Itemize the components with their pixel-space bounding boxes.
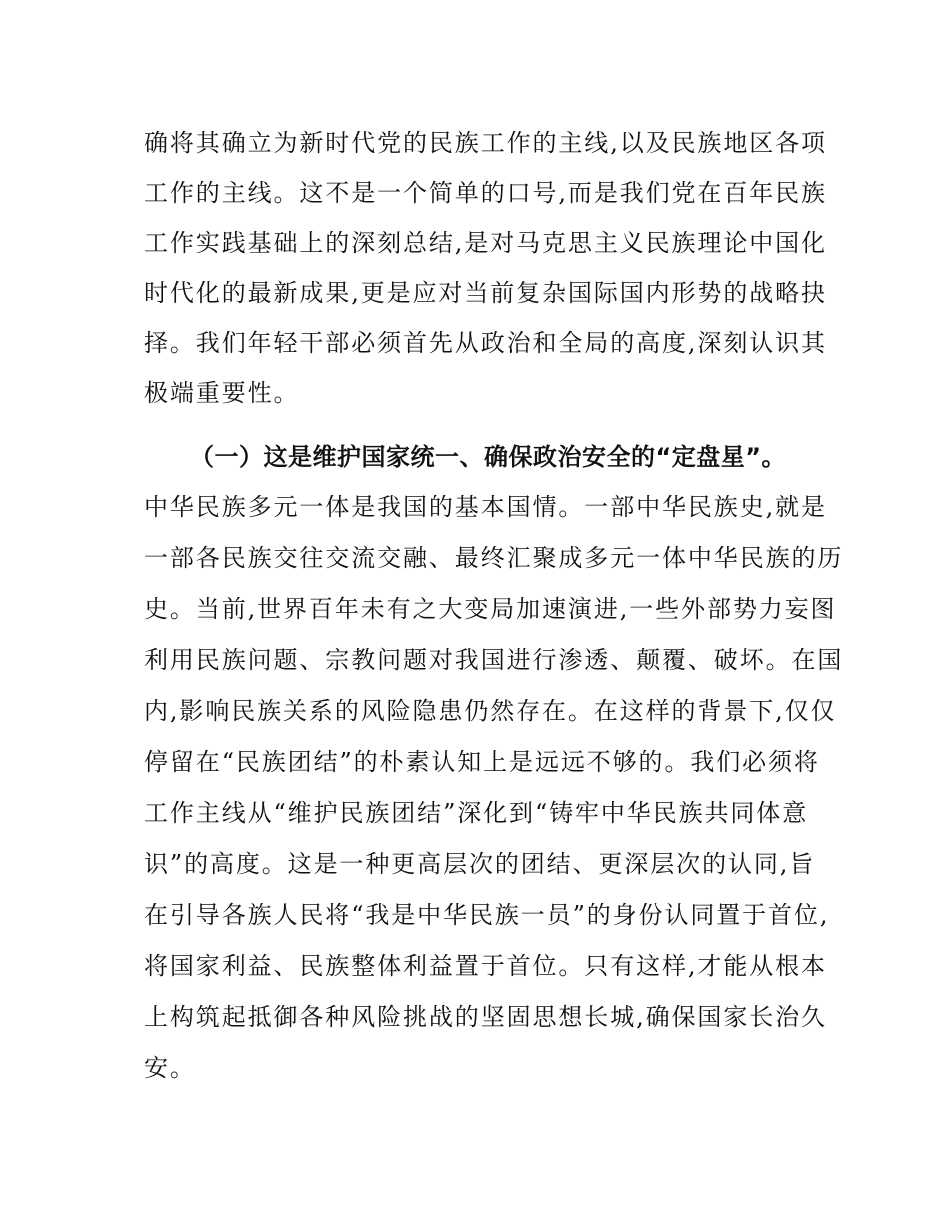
paragraph-line: 识”的高度。这是一种更高层次的团结、更深层次的认同,旨 <box>144 850 816 878</box>
paragraph-line: 史。当前,世界百年未有之大变局加速演进,一些外部势力妄图 <box>144 595 837 623</box>
paragraph-line: 安。 <box>144 1054 196 1082</box>
paragraph-line: 上构筑起抵御各种风险挑战的坚固思想长城,确保国家长治久 <box>144 1003 827 1031</box>
paragraph-line: 极端重要性。 <box>144 379 300 407</box>
paragraph-line: 停留在“民族团结”的朴素认知上是远远不够的。我们必须将 <box>144 748 820 776</box>
paragraph-line: 择。我们年轻干部必须首先从政治和全局的高度,深刻认识其 <box>144 329 827 357</box>
paragraph-line: 在引导各族人民将“我是中华民族一员”的身份认同置于首位, <box>144 901 830 929</box>
section-heading: （一）这是维护国家统一、确保政治安全的“定盘星”。 <box>190 443 787 471</box>
paragraph-line: 利用民族问题、宗教问题对我国进行渗透、颠覆、破坏。在国 <box>144 646 844 674</box>
paragraph-line: 时代化的最新成果,更是应对当前复杂国际国内形势的战略抉 <box>144 279 827 307</box>
paragraph-line: 确将其确立为新时代党的民族工作的主线,以及民族地区各项 <box>144 129 827 157</box>
paragraph-line: 工作的主线。这不是一个简单的口号,而是我们党在百年民族 <box>144 179 827 207</box>
paragraph-line: 内,影响民族关系的风险隐患仍然存在。在这样的背景下,仅仅 <box>144 697 837 725</box>
paragraph-line: 工作实践基础上的深刻总结,是对马克思主义民族理论中国化 <box>144 229 827 257</box>
paragraph-line: 一部各民族交往交流交融、最终汇聚成多元一体中华民族的历 <box>144 544 844 572</box>
paragraph-line: 将国家利益、民族整体利益置于首位。只有这样,才能从根本 <box>144 952 827 980</box>
paragraph-line: 工作主线从“维护民族团结”深化到“铸牢中华民族共同体意 <box>144 799 809 827</box>
paragraph-line: 中华民族多元一体是我国的基本国情。一部中华民族史,就是 <box>144 493 827 521</box>
